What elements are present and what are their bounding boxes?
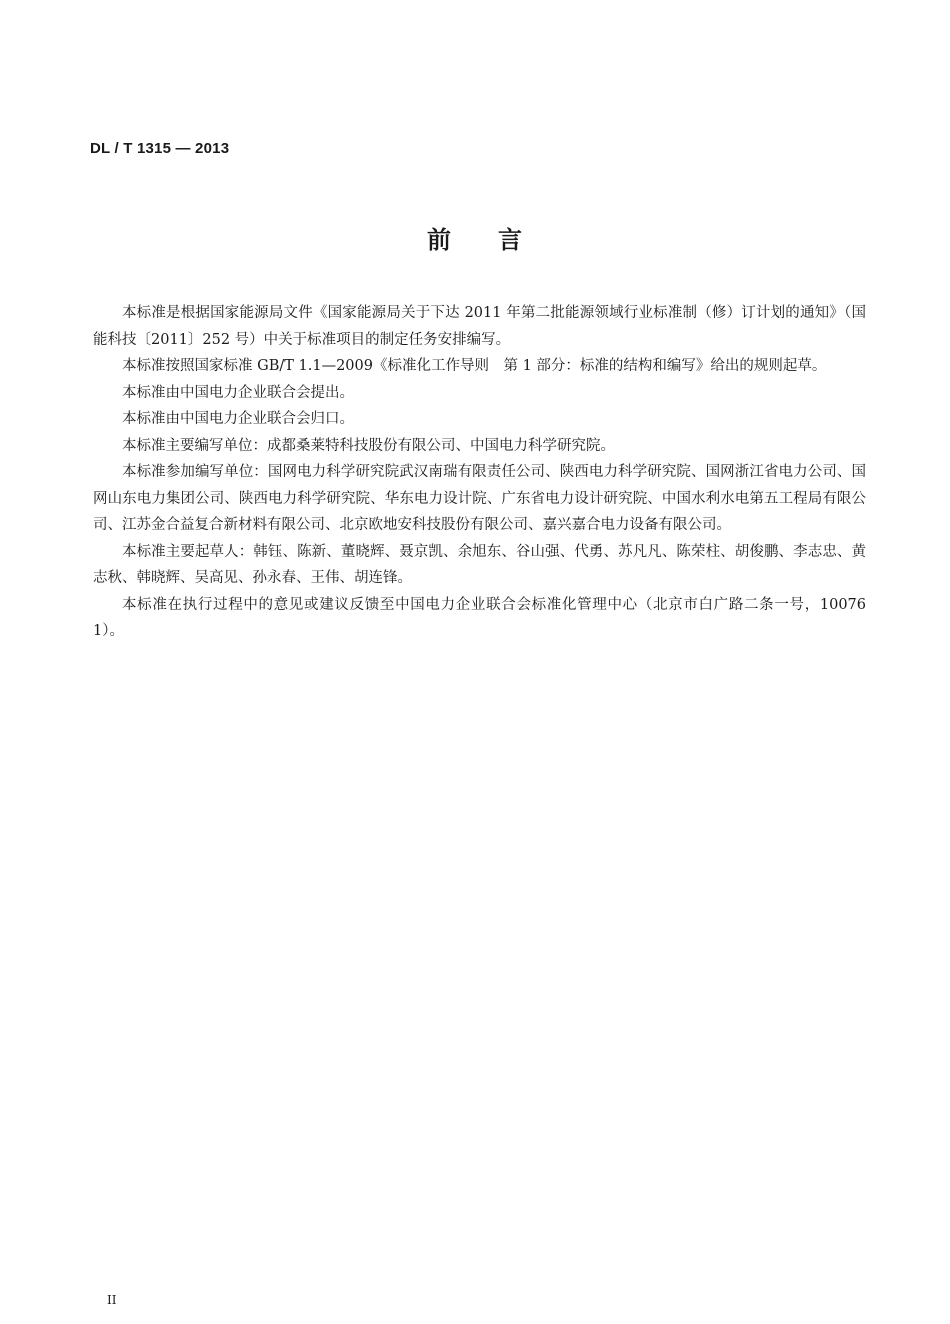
paragraph-main-drafting-units: 本标准主要编写单位：成都桑莱特科技股份有限公司、中国电力科学研究院。 (122, 437, 615, 454)
page-title-char-1: 前 (427, 226, 452, 254)
standard-number: DL / T 1315 — 2013 (90, 140, 230, 157)
paragraph-feedback: 本标准在执行过程中的意见或建议反馈至中国电力企业联合会标准化管理中心（北京市白广路二条一号，100761）。 (93, 596, 866, 639)
paragraph-participating-units: 本标准参加编写单位：国网电力科学研究院武汉南瑞有限责任公司、陕西电力科学研究院、国网浙江省电力公司、国网山东电力集团公司、陕西电力科学研究院、华东电力设计院、广东省电力设计研究院、中国水利水电第五工程局有限公司、江苏金合益复合新材料有限公司、北京欧地安科技股份有限公司、嘉兴嘉合电力设备有限公司。 (93, 464, 866, 533)
paragraph-main-drafters: 本标准主要起草人：韩钰、陈新、董晓辉、聂京凯、余旭东、谷山强、代勇、苏凡凡、陈荣柱、胡俊鹏、李志忠、黄志秋、韩晓辉、吴高见、孙永春、王伟、胡连锋。 (93, 543, 866, 586)
paragraph-proposer: 本标准由中国电力企业联合会提出。 (122, 384, 354, 401)
page-title-char-2: 言 (498, 226, 523, 254)
page-title (0, 220, 950, 255)
foreword-body (93, 300, 866, 645)
page-number: II (107, 1293, 117, 1307)
paragraph-administrator: 本标准由中国电力企业联合会归口。 (122, 411, 354, 427)
paragraph-basis: 本标准是根据国家能源局文件《国家能源局关于下达 2011 年第二批能源领域行业标准制（修）订计划的通知》（国能科技〔2011〕252 号）中关于标准项目的制定任务安排编写。 (93, 305, 866, 348)
paragraph-drafting-rules: 本标准按照国家标准 GB/T 1.1—2009《标准化工作导则 第 1 部分：标准的结构和编写》给出的规则起草。 (122, 358, 827, 374)
